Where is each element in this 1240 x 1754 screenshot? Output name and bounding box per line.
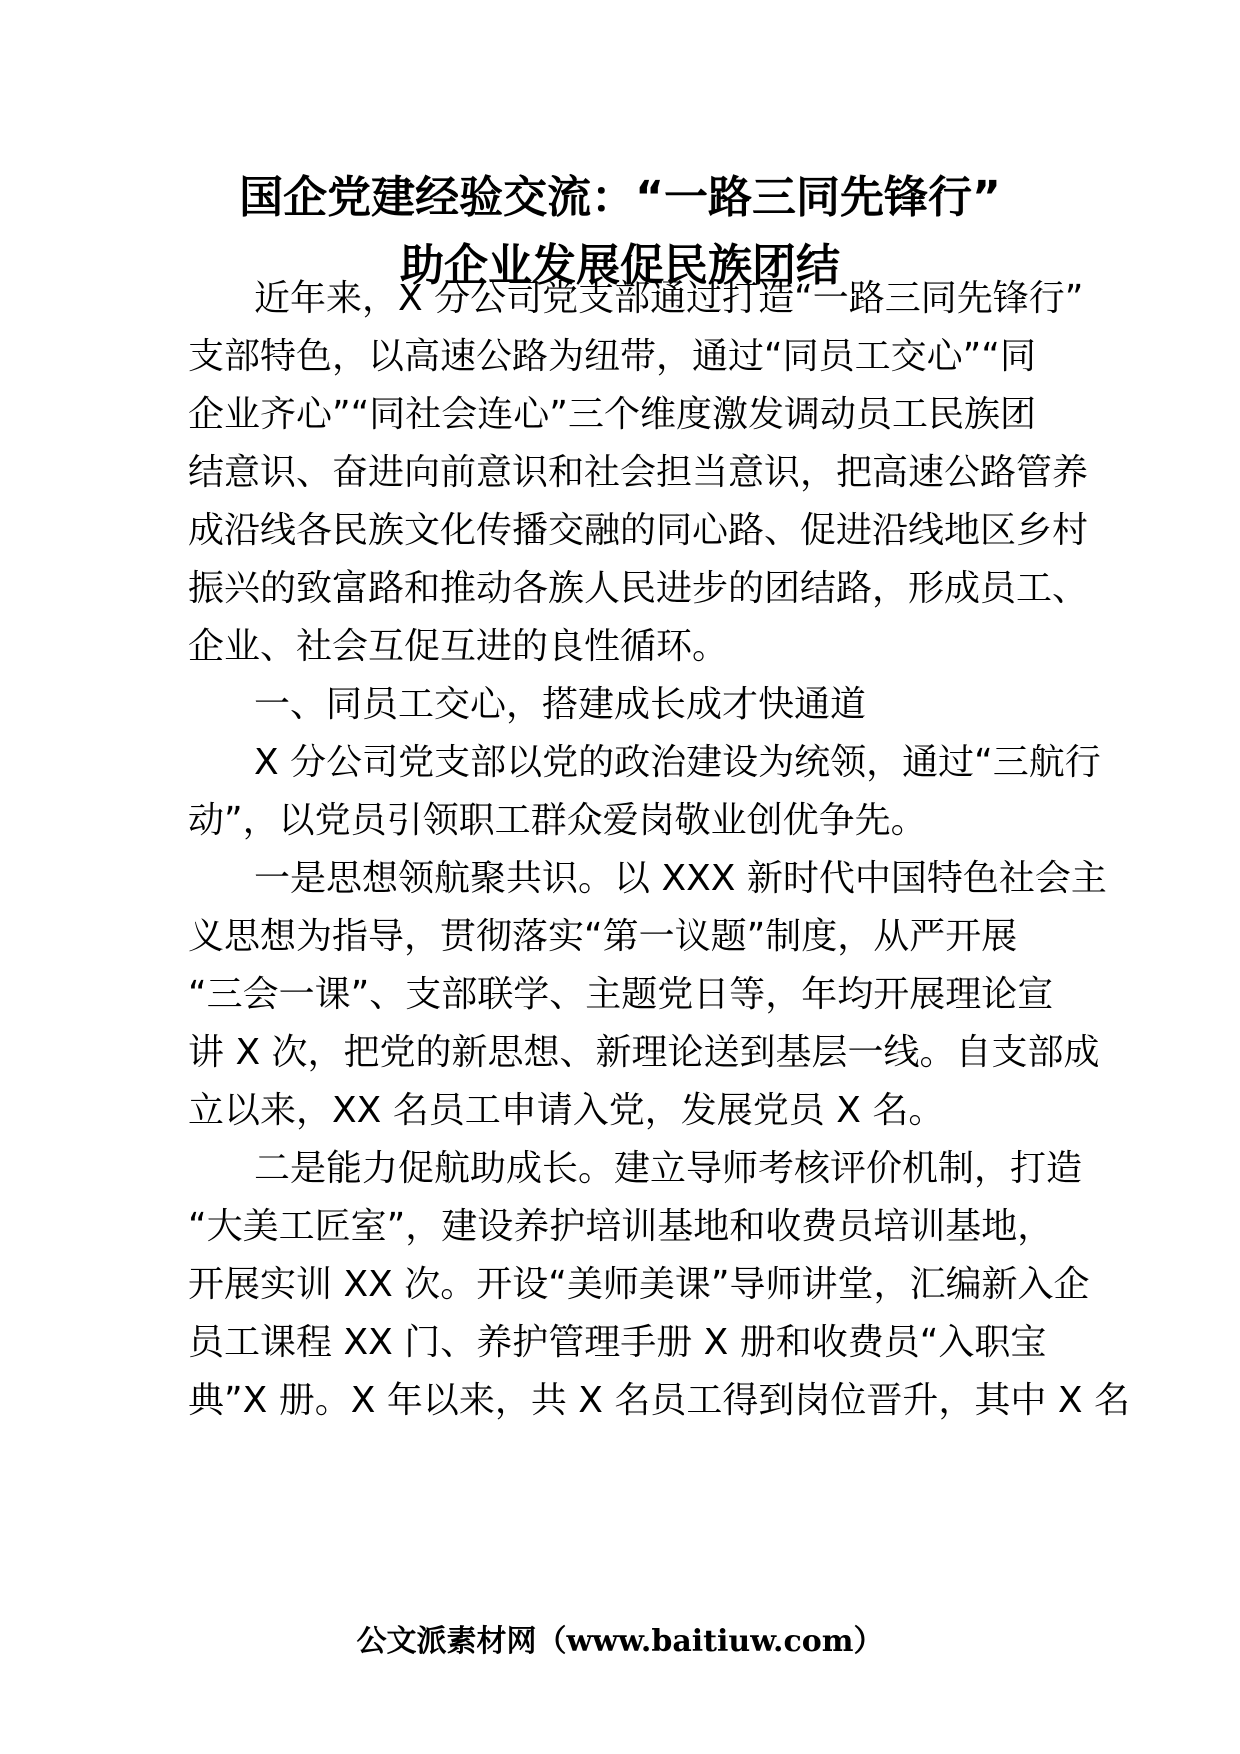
paragraph-line: 典”X 册。X 年以来，共 X 名员工得到岗位晋升，其中 X 名 [188,1380,1130,1421]
document-title-line-1: 国企党建经验交流：“一路三同先锋行” [239,172,1001,223]
paragraph-line: X 分公司党支部以党的政治建设为统领，通过“三航行 [254,742,1101,783]
paragraph-line: 一是思想领航聚共识。以 XXX 新时代中国特色社会主 [254,858,1107,899]
document-title-line-2: 助企业发展促民族团结 [400,240,840,291]
paragraph-line: 员工课程 XX 门、养护管理手册 X 册和收费员“入职宝 [188,1322,1047,1363]
paragraph-line: 讲 X 次，把党的新思想、新理论送到基层一线。自支部成 [188,1032,1100,1073]
paragraph-line: 振兴的致富路和推动各族人民进步的团结路，形成员工、 [188,568,1089,609]
paragraph-line: 动”，以党员引领职工群众爱岗敬业创优争先。 [188,800,927,841]
paragraph-line: 开展实训 XX 次。开设“美师美课”导师讲堂，汇编新入企 [188,1264,1090,1305]
paragraph-line: 结意识、奋进向前意识和社会担当意识，把高速公路管养 [188,452,1089,493]
paragraph-line: “大美工匠室”，建设养护培训基地和收费员培训基地， [188,1206,1054,1247]
paragraph-line: “三会一课”、支部联学、主题党日等，年均开展理论宣 [188,974,1054,1015]
paragraph-line: 义思想为指导，贯彻落实“第一议题”制度，从严开展 [188,916,1018,957]
paragraph-line: 成沿线各民族文化传播交融的同心路、促进沿线地区乡村 [188,510,1089,551]
section-heading-1: 一、同员工交心，搭建成长成才快通道 [254,684,867,725]
paragraph-line: 近年来，X 分公司党支部通过打造“一路三同先锋行” [254,278,1084,319]
paragraph-line: 立以来，XX 名员工申请入党，发展党员 X 名。 [188,1090,945,1131]
paragraph-line: 企业、社会互促互进的良性循环。 [188,626,729,667]
paragraph-line: 企业齐心”“同社会连心”三个维度激发调动员工民族团 [188,394,1036,435]
footer-watermark-text: 公文派素材网（www.baitiuw.com） [356,1624,884,1659]
paragraph-line: 二是能力促航助成长。建立导师考核评价机制，打造 [254,1148,1083,1189]
paragraph-line: 支部特色，以高速公路为纽带，通过“同员工交心”“同 [188,336,1036,377]
